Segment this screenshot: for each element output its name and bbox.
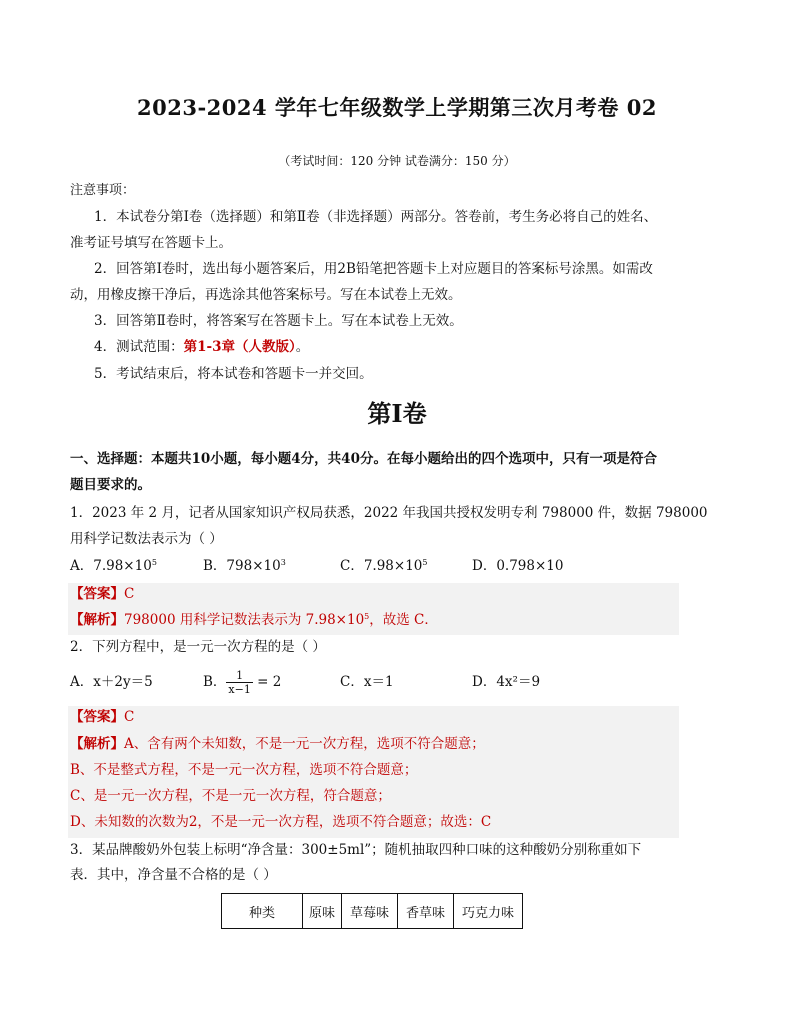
table-header-cell: 种类 [222, 894, 303, 929]
test-range: 第1-3章（人教版） [183, 339, 296, 355]
q1-analysis-exp: 5 [364, 612, 370, 621]
q3-stem-line-2: 表．其中，净含量不合格的是（ ） [70, 867, 277, 883]
notice-item-5: 5．考试结束后，将本试卷和答题卡一并交回。 [94, 366, 373, 382]
q2-stem-line-1: 2．下列方程中，是一元一次方程的是（ ） [70, 639, 326, 655]
q2-analysis-label: 【解析】 [70, 736, 124, 752]
table-row [222, 894, 523, 929]
q1-option-d: D．0.798×10 [472, 558, 564, 574]
notice-item-4 [94, 337, 309, 357]
exam-subtitle: （考试时间：120 分钟 试卷满分：150 分） [278, 154, 516, 168]
table-header-cell: 巧克力味 [454, 894, 523, 929]
q2-answer-label: 【答案】 [70, 709, 124, 725]
q1-option-b-exp: 3 [280, 558, 286, 567]
q2-analysis-1-text: A、含有两个未知数，不是一元一次方程，选项不符合题意； [124, 736, 485, 752]
q2-option-d: D．4x²＝9 [472, 674, 541, 690]
notice-item-1-line-2: 准考证号填写在答题卡上。 [70, 235, 232, 251]
q2-answer [70, 707, 134, 727]
section-heading-line-1: 一、选择题：本题共10小题，每小题4分，共40分。在每小题给出的四个选项中，只有一项是符合 [70, 451, 657, 467]
q1-option-c-exp: 5 [422, 558, 428, 567]
q1-stem-line-2: 用科学记数法表示为（ ） [70, 531, 223, 547]
q1-analysis [70, 610, 438, 630]
q1-option-b [203, 556, 286, 576]
q1-option-a-exp: 5 [151, 558, 157, 567]
table-header-cell: 草莓味 [342, 894, 398, 929]
notice-item-4-prefix: 4．测试范围： [94, 339, 184, 355]
q1-answer-value: C [124, 586, 135, 602]
q2-option-b-numerator: 1 [226, 669, 252, 683]
q2-analysis-3: C、是一元一次方程，不是一元一次方程，符合题意； [70, 788, 391, 804]
q1-answer [70, 584, 134, 604]
q2-option-b-denominator: x−1 [228, 683, 251, 696]
notice-item-3: 3．回答第Ⅱ卷时，将答案写在答题卡上。写在本试卷上无效。 [94, 313, 463, 329]
notice-item-4-suffix: 。 [295, 339, 310, 355]
section-heading-line-2: 题目要求的。 [70, 477, 151, 493]
q2-option-c: C．x＝1 [340, 674, 394, 690]
notice-item-2-line-1: 2．回答第Ⅰ卷时，选出每小题答案后，用2B铅笔把答题卡上对应题目的答案标号涂黑。如需改 [94, 261, 653, 277]
q3-weight-table [221, 893, 523, 929]
q1-option-b-text: B．798×10 [203, 558, 281, 574]
q2-option-b-rhs: = 2 [257, 674, 282, 690]
q1-answer-label: 【答案】 [70, 586, 124, 602]
exam-title: 2023-2024 学年七年级数学上学期第三次月考卷 02 [137, 95, 657, 120]
volume-title: 第Ⅰ卷 [367, 399, 427, 428]
notice-heading: 注意事项： [70, 183, 136, 198]
q2-answer-value: C [124, 709, 135, 725]
q2-option-a: A．x＋2y＝5 [70, 674, 153, 690]
q1-analysis-text: 798000 用科学记数法表示为 7.98×10 [124, 612, 365, 628]
q2-analysis-1 [70, 734, 485, 754]
q2-analysis-4: D、未知数的次数为2，不是一元一次方程，选项不符合题意；故选：C [70, 814, 492, 830]
q1-option-c [340, 556, 427, 576]
q1-option-c-text: C．7.98×10 [340, 558, 423, 574]
q1-option-a [70, 556, 157, 576]
table-header-cell: 香草味 [398, 894, 454, 929]
table-header-cell: 原味 [303, 894, 342, 929]
q2-option-b-fraction [226, 669, 252, 696]
q1-analysis-label: 【解析】 [70, 612, 124, 628]
q3-stem-line-1: 3．某品牌酸奶外包装上标明“净含量：300±5ml”；随机抽取四种口味的这种酸奶分别称重如下 [70, 842, 642, 858]
q2-option-b-label: B． [203, 674, 227, 690]
q1-analysis-tail: ，故选 C． [369, 612, 438, 628]
notice-item-1-line-1: 1．本试卷分第Ⅰ卷（选择题）和第Ⅱ卷（非选择题）两部分。答卷前，考生务必将自己的姓名、 [94, 209, 658, 225]
q2-option-b [203, 663, 281, 701]
q2-analysis-2: B、不是整式方程，不是一元一次方程，选项不符合题意； [70, 762, 418, 778]
notice-item-2-line-2: 动，用橡皮擦干净后，再选涂其他答案标号。写在本试卷上无效。 [70, 287, 462, 303]
q1-stem-line-1: 1．2023 年 2 月，记者从国家知识产权局获悉，2022 年我国共授权发明专利 798000 件，数据 798000 [70, 505, 708, 521]
q1-option-a-text: A．7.98×10 [70, 558, 152, 574]
